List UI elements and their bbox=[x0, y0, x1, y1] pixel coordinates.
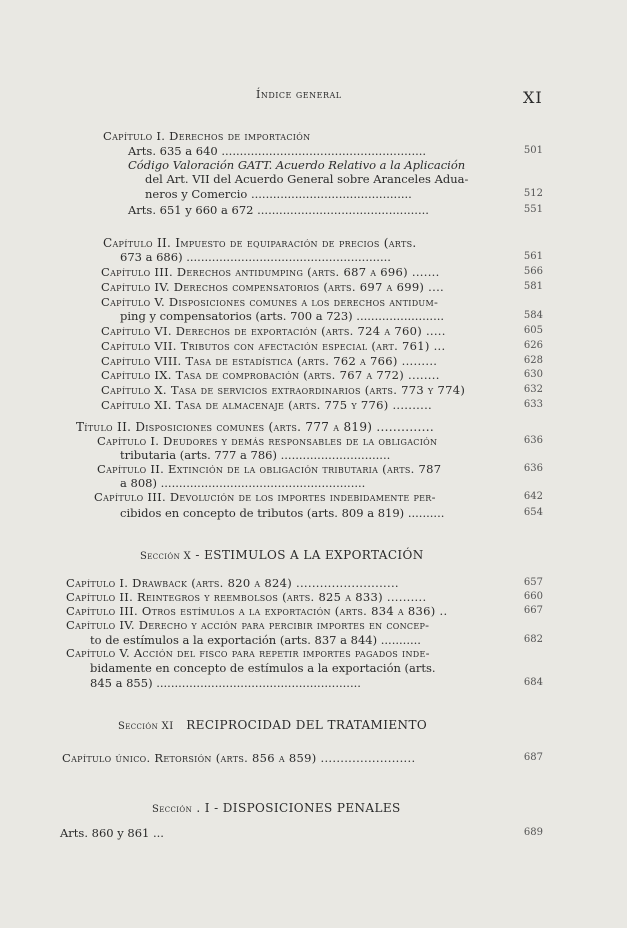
toc-entry: Capítulo VIII. Tasa de estadística (arts. 762 a 766) ......... 628 bbox=[101, 354, 543, 368]
toc-entry: Capítulo V. Acción del fisco para repetir importes pagados inde- bbox=[66, 646, 430, 660]
toc-entry: Capítulo IX. Tasa de comprobación (arts. 767 a 772) ........ 630 bbox=[101, 368, 543, 382]
toc-entry: Capítulo X. Tasa de servicios extraordinarios (arts. 773 y 774) 632 bbox=[101, 383, 543, 397]
toc-entry: Capítulo único. Retorsión (arts. 856 a 859) ........................ 687 bbox=[62, 751, 543, 765]
toc-entry: a 808) ........................................................ bbox=[120, 476, 366, 490]
toc-entry: Capítulo I. Derechos de importación bbox=[103, 129, 311, 143]
toc-entry: Capítulo II. Extinción de la obligación tributaria (arts. 787 636 bbox=[97, 462, 543, 476]
toc-entry: ping y compensatorios (arts. 700 a 723) ........................ 584 bbox=[120, 309, 543, 323]
toc-entry: Capítulo III. Devolución de los importes indebidamente per- 642 bbox=[94, 490, 543, 504]
section-heading: Sección . I - DISPOSICIONES PENALES bbox=[152, 801, 401, 815]
toc-entry: bidamente en concepto de estímulos a la exportación (arts. bbox=[90, 661, 436, 675]
toc-entry: Capítulo I. Drawback (arts. 820 a 824) .......................... 657 bbox=[66, 576, 543, 590]
toc-entry: neros y Comercio ............................................ 512 bbox=[145, 187, 543, 201]
running-title: Índice general bbox=[256, 88, 342, 101]
toc-entry: tributaria (arts. 777 a 786) .............................. bbox=[120, 448, 391, 462]
toc-entry: Arts. 635 a 640 ........................................................ 501 bbox=[128, 144, 543, 158]
toc-entry: Capítulo IV. Derechos compensatorios (arts. 697 a 699) .... 581 bbox=[101, 280, 543, 294]
toc-entry: Capítulo II. Impuesto de equiparación de precios (arts. bbox=[103, 236, 417, 250]
section-heading: Sección XI RECIPROCIDAD DEL TRATAMIENTO bbox=[118, 718, 428, 732]
toc-entry: Capítulo III. Derechos antidumping (arts. 687 a 696) ....... 566 bbox=[101, 265, 543, 279]
toc-entry: Capítulo XI. Tasa de almacenaje (arts. 775 y 776) .......... 633 bbox=[101, 398, 543, 412]
toc-entry: 673 a 686) ........................................................ 561 bbox=[120, 250, 543, 264]
toc-entry: Arts. 860 y 861 ... 689 bbox=[60, 826, 543, 840]
toc-entry: Capítulo V. Disposiciones comunes a los derechos antidum- bbox=[101, 295, 439, 309]
toc-entry: Capítulo VI. Derechos de exportación (arts. 724 a 760) ..... 605 bbox=[101, 324, 543, 338]
section-heading: Sección X - ESTIMULOS A LA EXPORTACIÓN bbox=[140, 548, 424, 562]
toc-entry: del Art. VII del Acuerdo General sobre Aranceles Adua- bbox=[145, 172, 469, 186]
toc-entry: Código Valoración GATT. Acuerdo Relativo a la Aplicación bbox=[128, 158, 466, 172]
toc-entry: Título II. Disposiciones comunes (arts. 777 a 819) .............. bbox=[76, 420, 435, 434]
toc-entry: cibidos en concepto de tributos (arts. 809 a 819) .......... 654 bbox=[120, 506, 543, 520]
page-number: XI bbox=[523, 88, 543, 107]
toc-entry: to de estímulos a la exportación (arts. 837 a 844) ........... 682 bbox=[90, 633, 543, 647]
toc-entry: Capítulo III. Otros estímulos a la exportación (arts. 834 a 836) .. 667 bbox=[66, 604, 543, 618]
toc-entry: Capítulo IV. Derecho y acción para percibir importes en concep- bbox=[66, 618, 430, 632]
toc-entry: Capítulo II. Reintegros y reembolsos (arts. 825 a 833) .......... 660 bbox=[66, 590, 543, 604]
toc-entry: 845 a 855) ........................................................ 684 bbox=[90, 676, 543, 690]
toc-entry: Arts. 651 y 660 a 672 ............................................... 551 bbox=[128, 203, 543, 217]
toc-entry: Capítulo VII. Tributos con afectación especial (art. 761) ... 626 bbox=[101, 339, 543, 353]
toc-entry: Capítulo I. Deudores y demás responsables de la obligación 636 bbox=[97, 434, 543, 448]
